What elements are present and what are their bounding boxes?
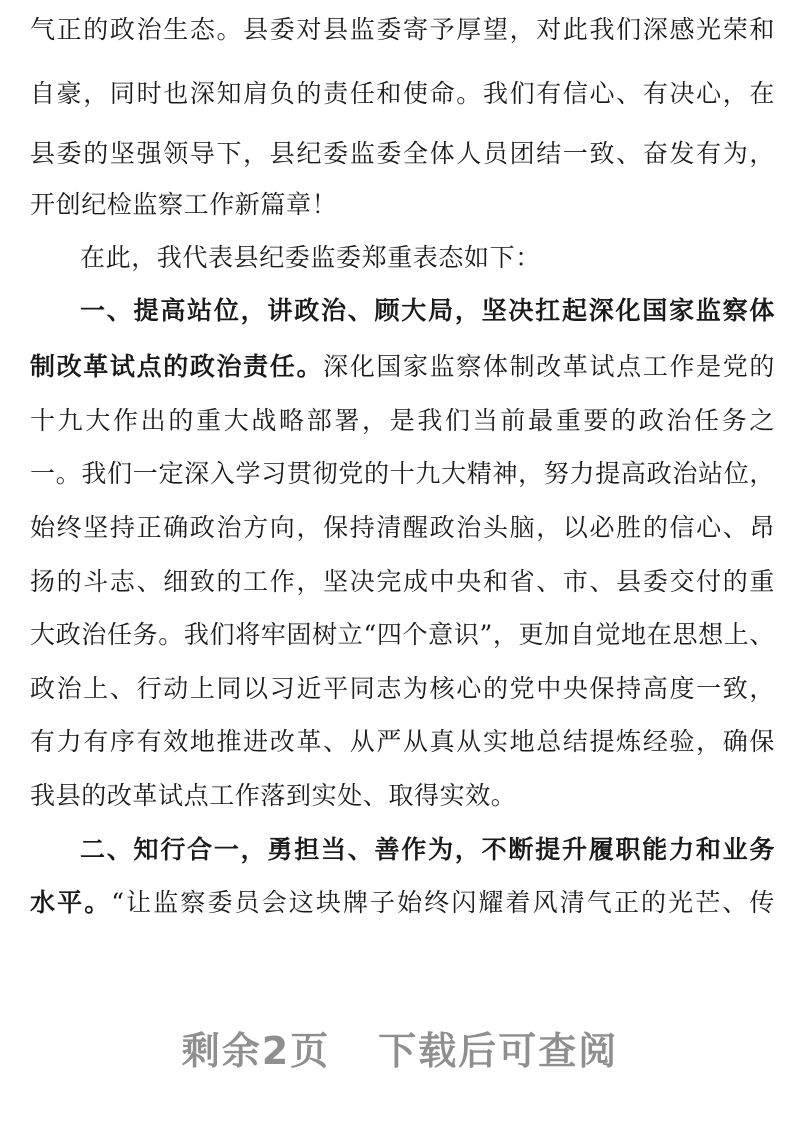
text-line-7	[30, 352, 775, 382]
text-line-15: 我县的改革试点工作落到实处、取得实效。	[30, 781, 517, 810]
section-heading-2: 二、知行合一，勇担当、善作为，不断提升履职能力和业务	[80, 835, 775, 864]
text-line-7-rest: 深化国家监察体制改革试点工作是党的	[323, 352, 775, 381]
text-line-17	[30, 888, 775, 918]
section-heading-1-cont: 制改革试点的政治责任。	[30, 352, 324, 381]
section-heading-2-cont: 水平。	[30, 888, 112, 917]
text-line-3: 县委的坚强领导下，县纪委监委全体人员团结一致、奋发有为，	[30, 139, 775, 168]
section-heading-1: 一、提高站位，讲政治、顾大局，坚决扛起深化国家监察体	[80, 296, 775, 325]
remaining-pages-label: 剩余2页	[181, 1029, 331, 1073]
text-line-5: 在此，我代表县纪委监委郑重表态如下：	[80, 243, 541, 272]
text-line-11: 扬的斗志、细致的工作，坚决完成中央和省、市、县委交付的重	[30, 567, 775, 596]
text-line-8: 十九大作出的重大战略部署，是我们当前最重要的政治任务之	[30, 406, 775, 435]
text-line-13: 政治上、行动上同以习近平同志为核心的党中央保持高度一致，	[30, 674, 775, 703]
text-line-2: 自豪，同时也深知肩负的责任和使命。我们有信心、有决心，在	[30, 79, 775, 108]
text-line-1: 气正的政治生态。县委对县监委寄予厚望，对此我们深感光荣和	[30, 15, 775, 44]
text-line-10: 始终坚持正确政治方向，保持清醒政治头脑，以必胜的信心、昂	[30, 513, 775, 542]
download-to-view-label: 下载后可查阅	[378, 1029, 619, 1073]
text-line-9: 一。我们一定深入学习贯彻党的十九大精神，努力提高政治站位，	[30, 459, 775, 488]
text-line-4: 开创纪检监察工作新篇章！	[30, 190, 338, 219]
download-prompt[interactable]	[0, 1020, 800, 1075]
text-line-12: 大政治任务。我们将牢固树立“四个意识”，更加自觉地在思想上、	[30, 620, 775, 649]
text-line-17-rest: “让监察委员会这块牌子始终闪耀着风清气正的光芒、传	[111, 888, 775, 917]
text-line-14: 有力有序有效地推进改革、从严从真从实地总结提炼经验，确保	[30, 727, 775, 756]
